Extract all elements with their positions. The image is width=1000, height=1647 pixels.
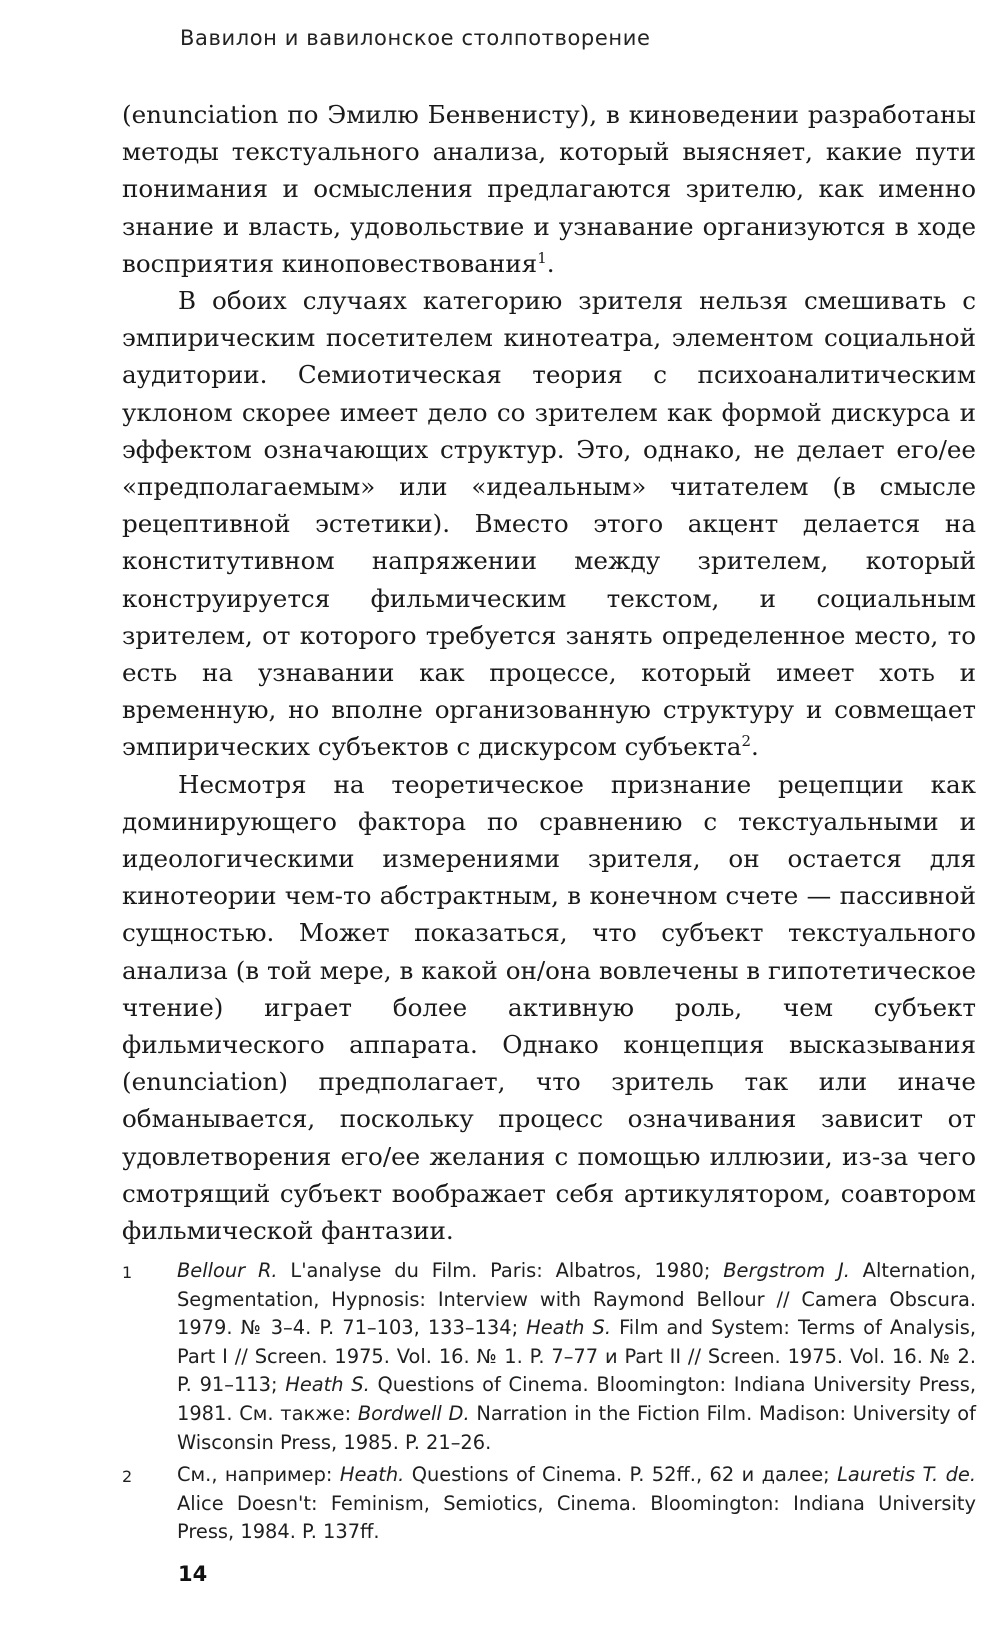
- page-number: 14: [178, 1562, 208, 1586]
- body-text: [122, 96, 976, 1249]
- footnote-segment: См., например:: [177, 1463, 340, 1487]
- footnote-number: 2: [122, 1467, 133, 1487]
- footnote-author: Bordwell D.: [357, 1401, 470, 1425]
- footnote-segment: Film and System: Terms of Analysis, Part I // Screen. 1975. Vol. 16. № 1. P. 7–77 и Part II // Screen. 1975. Vol. 16. № 2. P. 91–113;: [177, 1316, 976, 1397]
- paragraph-3: [122, 766, 976, 1250]
- footnote-segment: Questions of Cinema. P. 52ff., 62 и далее;: [404, 1463, 838, 1487]
- footnote-segment: L'analyse du Film. Paris: Albatros, 1980;: [277, 1259, 724, 1282]
- footnote-segment: Alice Doesn't: Feminism, Semiotics, Cinema. Bloomington: Indiana University Press, 1984. P. 137ff.: [177, 1491, 976, 1544]
- footnote-ref-2[interactable]: 2: [741, 732, 752, 751]
- footnote-author: Bergstrom J.: [723, 1259, 850, 1282]
- footnote-segment: Questions of Cinema. Bloomington: Indiana University Press, 1981. См. также:: [177, 1373, 977, 1425]
- footnote-ref-1[interactable]: 1: [537, 248, 547, 267]
- paragraph-1-text: (enunciation по Эмилю Бенвенисту), в киноведении разработаны методы текстуального анализа, который выясняет, какие пути понимания и осмысления предлагаются зрителю, как именно знание и власть, удовольствие и узнавание организуются в ходе восприятия киноповествования: [122, 100, 976, 278]
- footnote-number: 1: [122, 1263, 133, 1282]
- paragraph-1: [122, 96, 976, 282]
- footnote-author: Heath S.: [526, 1316, 611, 1340]
- paragraph-3-text: Несмотря на теоретическое признание рецепции как доминирующего фактора по сравнению с текстуальными и идеологическими измерениями зрителя, он остается для кинотеории чем-то абстрактным, в конечном счете — пассивной сущностью. Может показаться, что субъект текстуального анализа (в той мере, в какой он/она вовлечены в гипотетическое чтение) играет более активную роль, чем субъект фильмического аппарата. Однако концепция высказывания (enunciation) предполагает, что зритель так или иначе обманывается, поскольку процесс означивания зависит от удовлетворения его/ее желания с помощью иллюзии, из-за чего смотрящий субъект воображает себя артикулятором, соавтором фильмической фантазии.: [122, 769, 976, 1246]
- footnote-segment: Alternation, Segmentation, Hypnosis: Interview with Raymond Bellour // Camera Obscura. 1979. № 3–4. P. 71–103, 133–134;: [177, 1259, 976, 1340]
- paragraph-2-end: .: [751, 732, 759, 762]
- footnote-text: [177, 1461, 976, 1547]
- paragraph-2: [122, 282, 976, 766]
- footnote-2: [122, 1461, 976, 1547]
- footnote-author: Bellour R.: [177, 1259, 278, 1282]
- footnotes: [122, 1257, 976, 1551]
- running-head: Вавилон и вавилонское столпотворение: [180, 26, 651, 50]
- paragraph-1-end: .: [546, 248, 555, 278]
- footnote-author: Lauretis T. de.: [837, 1463, 976, 1487]
- footnote-author: Heath S.: [285, 1373, 370, 1397]
- footnote-segment: Narration in the Fiction Film. Madison: University of Wisconsin Press, 1985. P. 21–26.: [177, 1401, 976, 1454]
- footnote-author: Heath.: [339, 1463, 405, 1487]
- paragraph-2-text: В обоих случаях категорию зрителя нельзя смешивать с эмпирическим посетителем кинотеатра, элементом социальной аудитории. Семиотическая теория с психоаналитическим уклоном скорее имеет дело со зрителем как формой дискурса и эффектом означающих структур. Это, однако, не делает его/ее «предполагаемым» или «идеальным» читателем (в смысле рецептивной эстетики). Вместо этого акцент делается на конститутивном напряжении между зрителем, который конструируется фильмическим текстом, и социальным зрителем, от которого требуется занять определенное место, то есть на узнавании как процессе, который имеет хоть и временную, но вполне организованную структуру и совмещает эмпирических субъектов с дискурсом субъекта: [122, 286, 976, 762]
- footnote-text: [177, 1257, 976, 1457]
- footnote-1: [122, 1257, 976, 1457]
